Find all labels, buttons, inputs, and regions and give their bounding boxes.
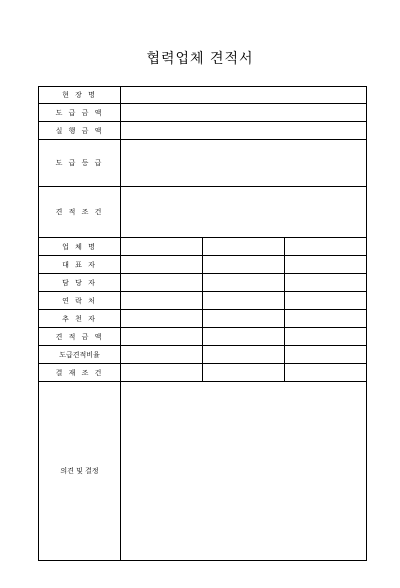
contract-amount-field[interactable] bbox=[121, 104, 367, 122]
row-quote-ratio bbox=[39, 346, 367, 364]
quotation-form-table bbox=[38, 86, 367, 561]
representative-field-3[interactable] bbox=[285, 256, 367, 274]
recommender-field-1[interactable] bbox=[121, 310, 203, 328]
quote-conditions-field[interactable] bbox=[121, 187, 367, 238]
row-execution-amount bbox=[39, 122, 367, 140]
label-site-name: 현 장 명 bbox=[39, 87, 121, 104]
phone-field-3[interactable] bbox=[285, 292, 367, 310]
row-opinion-decision bbox=[39, 382, 367, 561]
phone-field-1[interactable] bbox=[121, 292, 203, 310]
contact-person-field-3[interactable] bbox=[285, 274, 367, 292]
label-contact-person: 담 당 자 bbox=[39, 274, 121, 292]
label-company-name: 업 체 명 bbox=[39, 238, 121, 256]
label-opinion-decision: 의견 및 결정 bbox=[39, 382, 121, 561]
phone-field-2[interactable] bbox=[203, 292, 285, 310]
document-title: 협력업체 견적서 bbox=[146, 51, 254, 67]
label-contract-amount: 도 급 금 액 bbox=[39, 104, 121, 122]
quote-ratio-field-1[interactable] bbox=[121, 346, 203, 364]
label-contract-grade: 도 급 등 급 bbox=[39, 140, 121, 187]
contract-grade-field[interactable] bbox=[121, 140, 367, 187]
row-quote-conditions bbox=[39, 187, 367, 238]
site-name-field[interactable] bbox=[121, 87, 367, 104]
quote-amount-field-1[interactable] bbox=[121, 328, 203, 346]
recommender-field-2[interactable] bbox=[203, 310, 285, 328]
label-quote-conditions: 견 적 조 건 bbox=[39, 187, 121, 238]
quote-ratio-field-3[interactable] bbox=[285, 346, 367, 364]
row-representative bbox=[39, 256, 367, 274]
label-quote-ratio: 도급견적비율 bbox=[39, 346, 121, 364]
label-quote-amount: 견 적 금 액 bbox=[39, 328, 121, 346]
row-company-name bbox=[39, 238, 367, 256]
representative-field-2[interactable] bbox=[203, 256, 285, 274]
quote-ratio-field-2[interactable] bbox=[203, 346, 285, 364]
label-payment-terms: 결 재 조 건 bbox=[39, 364, 121, 382]
opinion-decision-field[interactable] bbox=[121, 382, 367, 561]
label-phone: 연 락 처 bbox=[39, 292, 121, 310]
row-recommender bbox=[39, 310, 367, 328]
label-representative: 대 표 자 bbox=[39, 256, 121, 274]
quote-amount-field-2[interactable] bbox=[203, 328, 285, 346]
payment-terms-field-1[interactable] bbox=[121, 364, 203, 382]
recommender-field-3[interactable] bbox=[285, 310, 367, 328]
contact-person-field-1[interactable] bbox=[121, 274, 203, 292]
company-name-field-2[interactable] bbox=[203, 238, 285, 256]
label-recommender: 추 천 자 bbox=[39, 310, 121, 328]
row-phone bbox=[39, 292, 367, 310]
quote-amount-field-3[interactable] bbox=[285, 328, 367, 346]
row-payment-terms bbox=[39, 364, 367, 382]
payment-terms-field-3[interactable] bbox=[285, 364, 367, 382]
row-contact-person bbox=[39, 274, 367, 292]
row-contract-grade bbox=[39, 140, 367, 187]
label-execution-amount: 실 행 금 액 bbox=[39, 122, 121, 140]
row-quote-amount bbox=[39, 328, 367, 346]
row-contract-amount bbox=[39, 104, 367, 122]
row-site-name bbox=[39, 87, 367, 104]
company-name-field-1[interactable] bbox=[121, 238, 203, 256]
payment-terms-field-2[interactable] bbox=[203, 364, 285, 382]
contact-person-field-2[interactable] bbox=[203, 274, 285, 292]
execution-amount-field[interactable] bbox=[121, 122, 367, 140]
company-name-field-3[interactable] bbox=[285, 238, 367, 256]
representative-field-1[interactable] bbox=[121, 256, 203, 274]
